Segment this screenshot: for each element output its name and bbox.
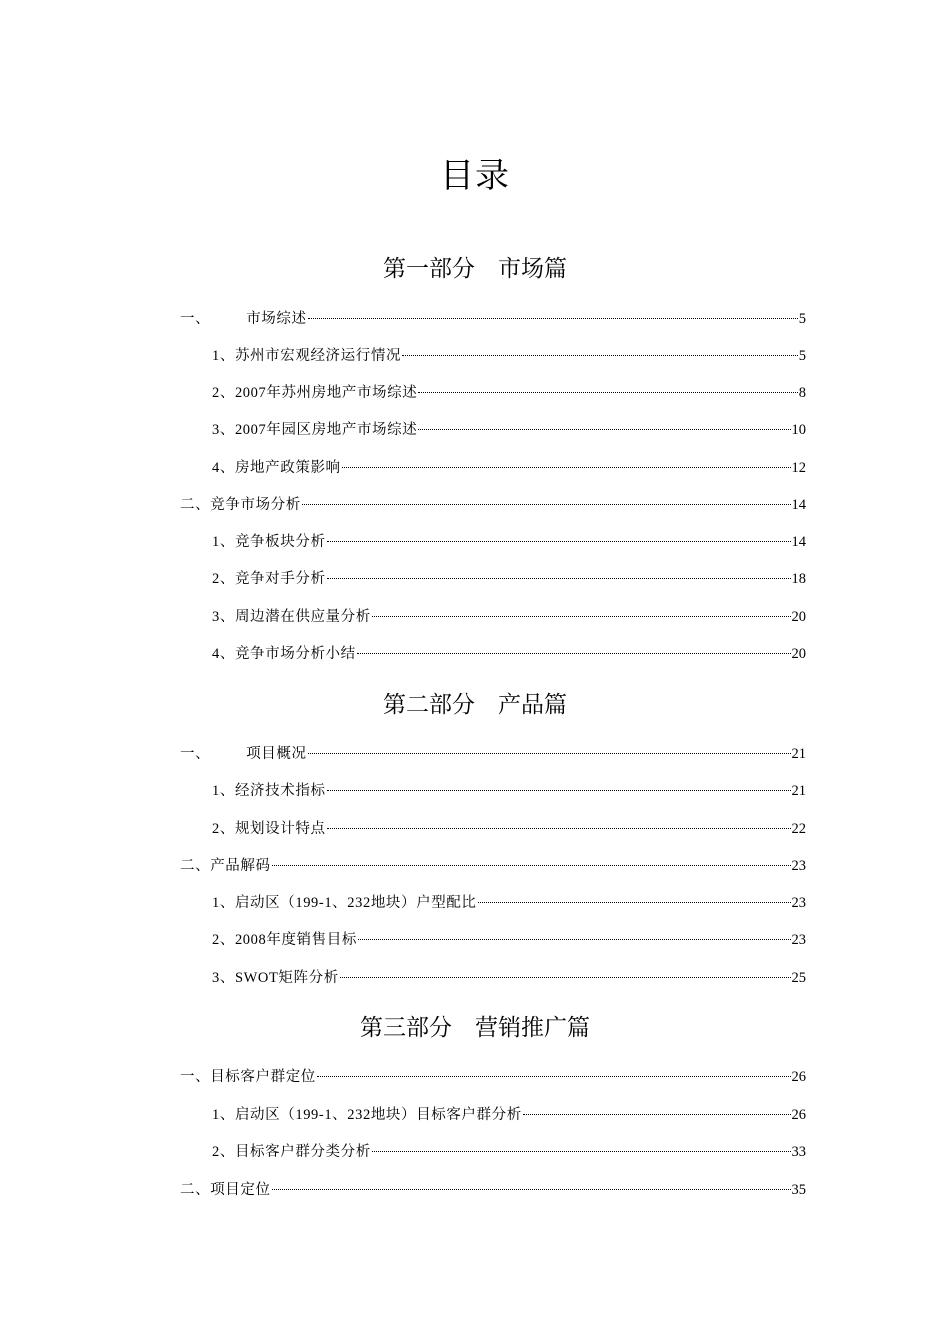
dot-leader [340, 976, 791, 978]
toc-entry-page-number: 22 [791, 821, 806, 837]
dot-leader [372, 615, 791, 617]
dot-leader [372, 1150, 791, 1152]
toc-entry-page-number: 20 [791, 609, 806, 625]
page-title: 目录 [440, 156, 510, 196]
toc-entry-page-number: 14 [791, 534, 806, 550]
dot-leader [418, 428, 790, 430]
part-heading: 第一部分 市场篇 [383, 256, 567, 282]
toc-entry-page-number: 10 [791, 422, 806, 438]
dot-leader [302, 503, 791, 505]
toc-entry-page-number: 35 [791, 1182, 806, 1198]
dot-leader [317, 1075, 791, 1077]
toc-entry[interactable] [180, 308, 806, 330]
toc-entry-page-number: 18 [791, 571, 806, 587]
toc-entry[interactable] [212, 531, 806, 553]
dot-leader [327, 789, 791, 791]
dot-leader [272, 1188, 791, 1190]
toc-entry[interactable] [180, 743, 806, 765]
toc-entry-page-number: 20 [791, 646, 806, 662]
dot-leader [308, 317, 798, 319]
toc-entry-label: 4、房地产政策影响 [212, 460, 341, 476]
toc-entry-label: 项目概况 [246, 746, 307, 762]
dot-leader [327, 577, 791, 579]
toc-entry-label: 4、竞争市场分析小结 [212, 646, 356, 662]
toc-entry-label: 2、竞争对手分析 [212, 571, 326, 587]
toc-entry[interactable] [212, 1141, 806, 1163]
toc-entry-page-number: 25 [791, 970, 806, 986]
toc-entry-label: 1、苏州市宏观经济运行情况 [212, 348, 402, 364]
toc-entry[interactable] [212, 345, 806, 367]
toc-entry-label: 2、目标客户群分类分析 [212, 1144, 371, 1160]
toc-entry-page-number: 26 [791, 1107, 806, 1123]
toc-entry-label: 一、目标客户群定位 [180, 1069, 316, 1085]
dot-leader [418, 391, 797, 393]
toc-entry-page-number: 5 [798, 348, 806, 364]
toc-entry-page-number: 5 [798, 311, 806, 327]
toc-entry-page-number: 23 [791, 858, 806, 874]
toc-entry[interactable] [212, 606, 806, 628]
toc-entry-page-number: 26 [791, 1069, 806, 1085]
toc-entry[interactable] [212, 818, 806, 840]
toc-entry[interactable] [212, 929, 806, 951]
toc-entry[interactable] [212, 780, 806, 802]
toc-entry[interactable] [180, 855, 806, 877]
toc-entry-number: 一、 [180, 746, 211, 762]
toc-entry[interactable] [180, 1179, 806, 1201]
toc-entry-label: 二、项目定位 [180, 1182, 271, 1198]
toc-entry[interactable] [212, 967, 806, 989]
dot-leader [342, 466, 791, 468]
part-heading: 第三部分 营销推广篇 [360, 1015, 590, 1041]
toc-entry[interactable] [212, 892, 806, 914]
part-heading: 第二部分 产品篇 [383, 692, 567, 718]
toc-entry[interactable] [180, 494, 806, 516]
toc-entry-label: 1、经济技术指标 [212, 783, 326, 799]
toc-entry-label: 二、竞争市场分析 [180, 497, 301, 513]
dot-leader [358, 938, 791, 940]
toc-entry-label: 1、启动区（199-1、232地块）目标客户群分析 [212, 1107, 522, 1123]
toc-entry-label: 3、2007年园区房地产市场综述 [212, 422, 418, 438]
toc-entry[interactable] [212, 457, 806, 479]
toc-entry-label: 2、2008年度销售目标 [212, 932, 357, 948]
toc-entry-number: 一、 [180, 311, 211, 327]
toc-entry[interactable] [212, 382, 806, 404]
toc-entry-page-number: 33 [791, 1144, 806, 1160]
toc-entry-page-number: 14 [791, 497, 806, 513]
toc-entry-page-number: 21 [791, 746, 806, 762]
dot-leader [478, 901, 791, 903]
dot-leader [308, 752, 791, 754]
toc-entry-label: 市场综述 [246, 311, 307, 327]
toc-entry-label: 3、周边潜在供应量分析 [212, 609, 371, 625]
dot-leader [523, 1113, 791, 1115]
dot-leader [272, 864, 791, 866]
toc-entry-label: 2、2007年苏州房地产市场综述 [212, 385, 418, 401]
toc-entry[interactable] [212, 643, 806, 665]
toc-entry-page-number: 12 [791, 460, 806, 476]
toc-entry-label: 二、产品解码 [180, 858, 271, 874]
toc-entry-page-number: 8 [798, 385, 806, 401]
toc-entry[interactable] [212, 419, 806, 441]
toc-entry-label: 3、SWOT矩阵分析 [212, 970, 339, 986]
toc-entry[interactable] [180, 1066, 806, 1088]
toc-entry-label: 1、竞争板块分析 [212, 534, 326, 550]
dot-leader [327, 540, 791, 542]
toc-entry-label: 2、规划设计特点 [212, 821, 326, 837]
toc-entry-label: 1、启动区（199-1、232地块）户型配比 [212, 895, 477, 911]
dot-leader [402, 354, 798, 356]
toc-entry-page-number: 23 [791, 895, 806, 911]
toc-entry-page-number: 23 [791, 932, 806, 948]
toc-entry-page-number: 21 [791, 783, 806, 799]
dot-leader [357, 652, 791, 654]
toc-entry[interactable] [212, 568, 806, 590]
dot-leader [327, 827, 791, 829]
toc-entry[interactable] [212, 1104, 806, 1126]
